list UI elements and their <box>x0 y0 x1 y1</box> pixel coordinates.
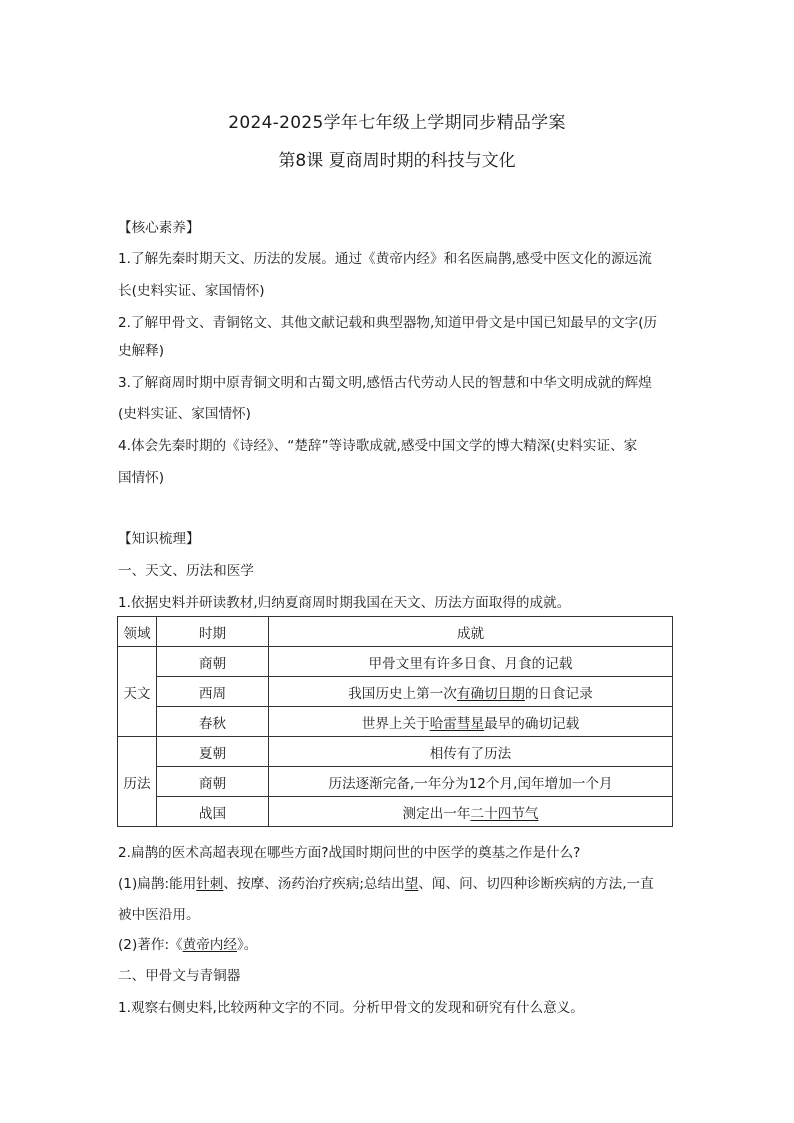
answer-blank: 哈雷彗星 <box>429 715 485 732</box>
achievement-text: 甲骨文里有许多日食、月食的记载 <box>368 655 573 672</box>
table-row <box>118 737 673 767</box>
achievement-cell <box>269 647 673 677</box>
answer-blank: 黄帝内经 <box>182 937 237 953</box>
answer-2-1-cont: 被中医沿用。 <box>118 907 200 923</box>
table-header-cell: 时期 <box>157 617 269 647</box>
question-2: 2.扁鹊的医术高超表现在哪些方面?战国时期问世的中医学的奠基之作是什么? <box>118 845 581 861</box>
answer-2-2 <box>118 936 678 954</box>
answer-text: 、闻、问、切四种诊断疾病的方法,一直 <box>418 876 654 892</box>
achievement-text: 最早的确切记载 <box>484 715 580 732</box>
period-cell: 西周 <box>157 677 269 707</box>
achievement-text: 世界上关于 <box>361 715 430 732</box>
question-3: 1.观察右侧史料,比较两种文字的不同。分析甲骨文的发现和研究有什么意义。 <box>118 1000 584 1016</box>
table-row <box>118 677 673 707</box>
core-item-4-line2: 国情怀) <box>118 470 165 486</box>
answer-text: 、按摩、汤药治疗疾病;总结出 <box>223 876 405 892</box>
table-row <box>118 797 673 827</box>
core-item-3-line1: 3.了解商周时期中原青铜文明和古蜀文明,感悟古代劳动人民的智慧和中华文明成就的辉煌 <box>118 375 652 391</box>
answer-2-1 <box>118 875 678 893</box>
answer-blank: 针刺 <box>196 876 224 892</box>
table-row <box>118 767 673 797</box>
section-heading-1: 一、天文、历法和医学 <box>118 563 254 579</box>
table-header-cell: 领域 <box>118 617 157 647</box>
period-cell: 春秋 <box>157 707 269 737</box>
field-cell: 天文 <box>118 647 157 737</box>
document-title: 2024-2025学年七年级上学期同步精品学案 <box>228 113 566 133</box>
table-row <box>118 707 673 737</box>
achievement-text: 历法逐渐完备,一年分为12个月,闰年增加一个月 <box>328 775 613 792</box>
core-item-1-line1: 1.了解先秦时期天文、历法的发展。通过《黄帝内经》和名医扁鹊,感受中医文化的源远流 <box>118 251 652 267</box>
table-row <box>118 647 673 677</box>
achievement-cell <box>269 797 673 827</box>
core-item-2-line2: 史解释) <box>118 343 165 359</box>
achievement-text: 的日食记录 <box>524 685 593 702</box>
achievement-cell <box>269 677 673 707</box>
core-item-1-line2: 长(史料实证、家国情怀) <box>118 283 265 299</box>
core-item-2-line1: 2.了解甲骨文、青铜铭文、其他文献记载和典型器物,知道甲骨文是中国已知最早的文字(历 <box>118 315 658 331</box>
achievement-cell <box>269 707 673 737</box>
achievement-text: 测定出一年 <box>402 805 471 822</box>
period-cell: 商朝 <box>157 767 269 797</box>
achievement-text: 相传有了历法 <box>429 745 512 762</box>
answer-blank: 有确切日期 <box>456 685 525 702</box>
answer-blank: 二十四节气 <box>470 805 539 822</box>
period-cell: 商朝 <box>157 647 269 677</box>
question-1: 1.依据史料并研读教材,归纳夏商周时期我国在天文、历法方面取得的成就。 <box>118 595 571 611</box>
answer-blank: 望 <box>404 876 419 892</box>
core-heading: 【核心素养】 <box>118 220 200 236</box>
period-cell: 战国 <box>157 797 269 827</box>
achievements-table <box>117 616 673 827</box>
answer-text: 》。 <box>237 937 258 953</box>
field-cell: 历法 <box>118 737 157 827</box>
achievement-cell <box>269 737 673 767</box>
answer-text: (2)著作:《 <box>118 937 183 953</box>
table-header-cell: 成就 <box>269 617 673 647</box>
section-heading-2: 二、甲骨文与青铜器 <box>118 968 241 984</box>
answer-text: (1)扁鹊:能用 <box>118 876 197 892</box>
core-item-4-line1: 4.体会先秦时期的《诗经》、“楚辞”等诗歌成就,感受中国文学的博大精深(史料实证、家 <box>118 438 638 454</box>
table-header-row <box>118 617 673 647</box>
period-cell: 夏朝 <box>157 737 269 767</box>
achievement-cell <box>269 767 673 797</box>
achievement-text: 我国历史上第一次 <box>348 685 457 702</box>
core-item-3-line2: (史料实证、家国情怀) <box>118 406 251 422</box>
lesson-title: 第8课 夏商周时期的科技与文化 <box>278 151 516 171</box>
knowledge-heading: 【知识梳理】 <box>118 531 200 547</box>
